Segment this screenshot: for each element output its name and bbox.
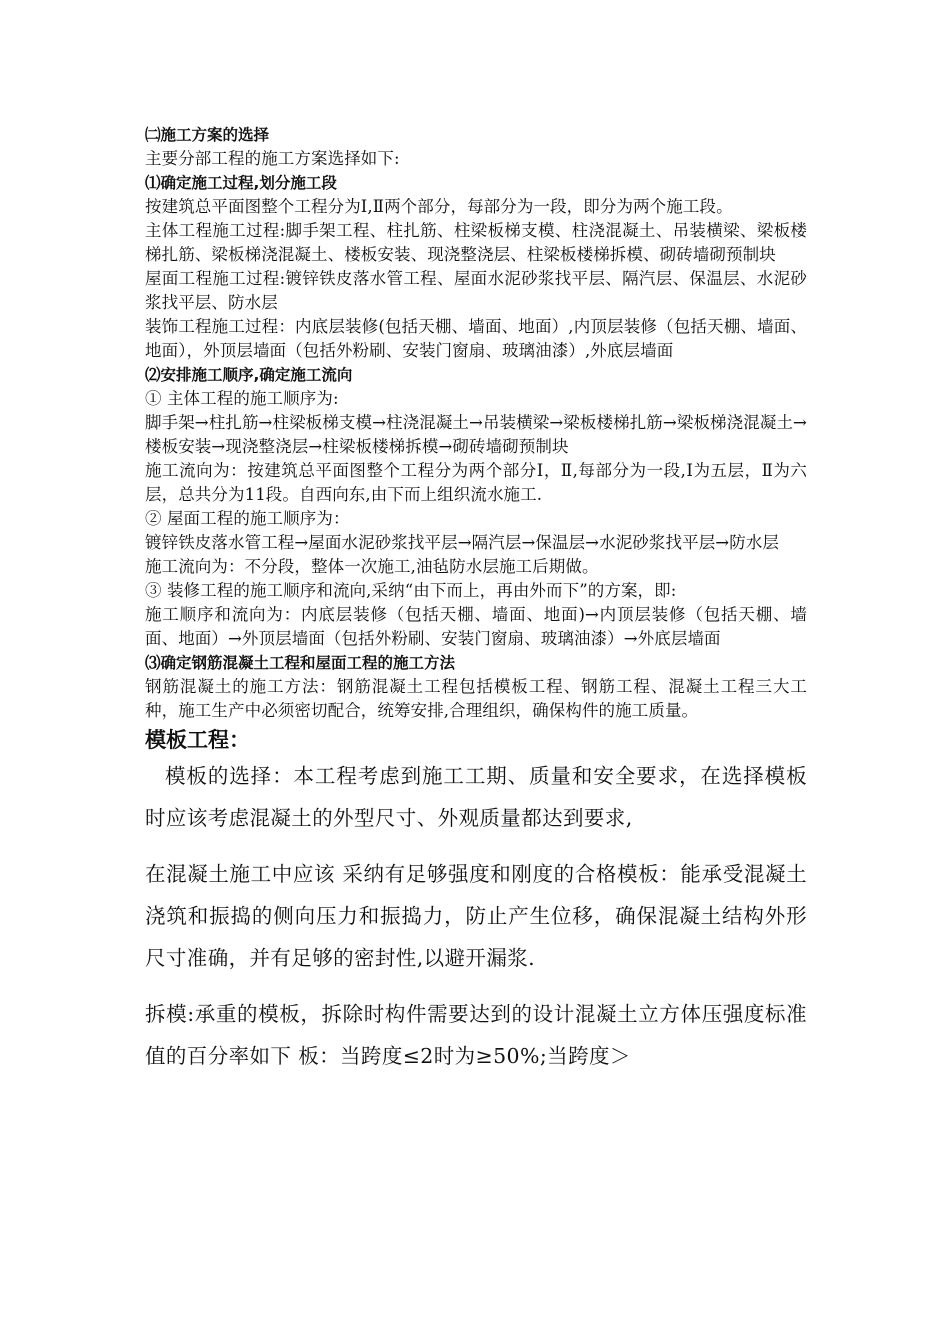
step1-paragraph-1: 按建筑总平面图整个工程分为Ⅰ,Ⅱ两个部分，每部分为一段，即分为两个施工段。 <box>145 197 733 216</box>
step1-paragraph-2: 主体工程施工过程:脚手架工程、柱扎筋、柱梁板梯支模、柱浇混凝土、吊装横梁、梁板楼梯扎筋、梁板梯浇混凝土、楼板安装、现浇整浇层、柱梁板楼梯拆模、砌砖墙砌预制块 <box>145 221 807 264</box>
paragraph-spacer <box>145 839 807 853</box>
intro-paragraph: 主要分部工程的施工方案选择如下: <box>145 149 400 168</box>
document-body <box>145 123 807 1077</box>
step2-paragraph-3: 镀锌铁皮落水管工程→屋面水泥砂浆找平层→隔汽层→保温层→水泥砂浆找平层→防水层 <box>145 533 780 552</box>
step2-subheading-2: ② 屋面工程的施工顺序为： <box>145 509 350 528</box>
paragraph-spacer <box>145 979 807 993</box>
step2-paragraph-2: 施工流向为：按建筑总平面图整个工程分为两个部分Ⅰ，Ⅱ,每部分为一段,Ⅰ为五层，Ⅱ为六层，总共分为11段。自西向东,由下而上组织流水施工. <box>145 461 807 504</box>
formwork-paragraph-2: 在混凝土施工中应该 采纳有足够强度和刚度的合格模板：能承受混凝土浇筑和振捣的侧向压力和振捣力，防止产生位移，确保混凝土结构外形尺寸准确，并有足够的密封性,以避开漏浆. <box>145 862 807 970</box>
formwork-heading: 模板工程： <box>145 728 250 752</box>
step2-paragraph-4: 施工流向为：不分段，整体一次施工,油毡防水层施工后期做。 <box>145 557 599 576</box>
step2-subheading-3: ③ 装修工程的施工顺序和流向,采纳“由下而上，再由外而下”的方案，即: <box>145 581 677 600</box>
step1-paragraph-4: 装饰工程施工过程：内底层装修(包括天棚、墙面、地面）,内顶层装修（包括天棚、墙面、地面），外顶层墙面（包括外粉刷、安装门窗扇、玻璃油漆）,外底层墙面 <box>145 317 807 360</box>
formwork-paragraph-3: 拆模:承重的模板，拆除时构件需要达到的设计混凝土立方体压强度标准值的百分率如下 板：当跨度≤2时为≥50%;当跨度＞ <box>145 1002 807 1068</box>
step2-paragraph-5: 施工顺序和流向为：内底层装修（包括天棚、墙面、地面)→内顶层装修（包括天棚、墙面、地面）→外顶层墙面（包括外粉刷、安装门窗扇、玻璃油漆）→外底层墙面 <box>145 605 807 648</box>
step2-paragraph-1: 脚手架→柱扎筋→柱梁板梯支模→柱浇混凝土→吊装横梁→梁板楼梯扎筋→梁板梯浇混凝土→楼板安装→现浇整浇层→柱梁板楼梯拆模→砌砖墙砌预制块 <box>145 413 807 456</box>
step1-paragraph-3: 屋面工程施工过程:镀锌铁皮落水管工程、屋面水泥砂浆找平层、隔汽层、保温层、水泥砂浆找平层、防水层 <box>145 269 807 312</box>
step3-paragraph-1: 钢筋混凝土的施工方法：钢筋混凝土工程包括模板工程、钢筋工程、混凝土工程三大工种，施工生产中必须密切配合，统筹安排,合理组织，确保构件的施工质量。 <box>145 677 807 720</box>
formwork-paragraph-1: 模板的选择：本工程考虑到施工工期、质量和安全要求，在选择模板时应该考虑混凝土的外型尺寸、外观质量都达到要求, <box>145 764 807 830</box>
step3-heading: ⑶确定钢筋混凝土工程和屋面工程的施工方法 <box>145 654 456 672</box>
section-heading: ㈡施工方案的选择 <box>145 126 270 144</box>
step2-subheading-1: ① 主体工程的施工顺序为: <box>145 389 339 408</box>
step2-heading: ⑵安排施工顺序,确定施工流向 <box>145 366 353 384</box>
step1-heading: ⑴确定施工过程,划分施工段 <box>145 174 337 192</box>
